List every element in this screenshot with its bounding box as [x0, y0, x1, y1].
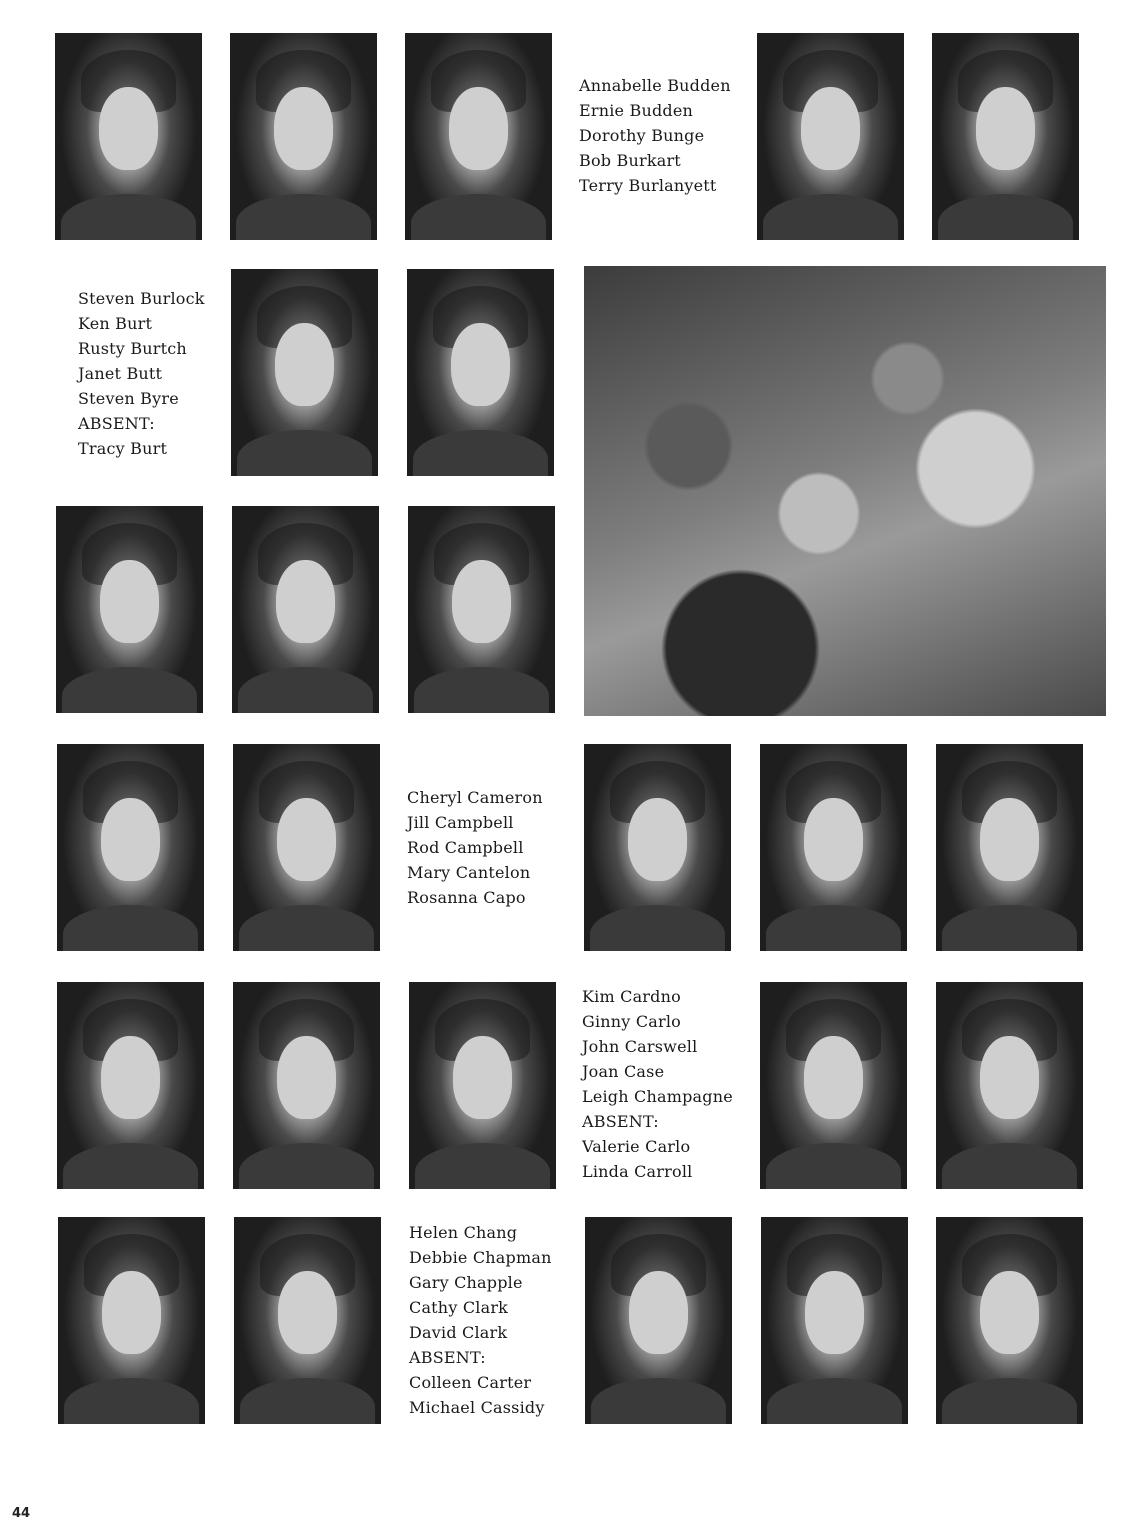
portrait-photo [56, 506, 203, 713]
page-number: 44 [12, 1506, 31, 1521]
portrait-photo [760, 744, 907, 951]
student-name: Linda Carroll [582, 1162, 693, 1181]
student-name: Janet Butt [78, 364, 163, 383]
student-name: Annabelle Budden [579, 76, 731, 95]
student-name: John Carswell [582, 1037, 698, 1056]
student-name: Steven Burlock [78, 289, 205, 308]
portrait-photo [585, 1217, 732, 1424]
portrait-photo [936, 744, 1083, 951]
student-name: Colleen Carter [409, 1373, 532, 1392]
portrait-photo [761, 1217, 908, 1424]
portrait-photo [55, 33, 202, 240]
student-name: Steven Byre [78, 389, 179, 408]
student-name: Mary Cantelon [407, 863, 531, 882]
portrait-photo [57, 744, 204, 951]
portrait-photo [409, 982, 556, 1189]
student-name: Kim Cardno [582, 987, 681, 1006]
portrait-photo [230, 33, 377, 240]
name-list-block-3 [407, 785, 543, 910]
student-name: Gary Chapple [409, 1273, 523, 1292]
portrait-photo [584, 744, 731, 951]
name-list-block-1 [579, 73, 731, 198]
student-name: Cheryl Cameron [407, 788, 543, 807]
portrait-photo [232, 506, 379, 713]
name-list-block-2 [78, 286, 205, 461]
student-name: Valerie Carlo [582, 1137, 691, 1156]
portrait-photo [405, 33, 552, 240]
student-name: Rod Campbell [407, 838, 524, 857]
portrait-photo [234, 1217, 381, 1424]
student-name: Rosanna Capo [407, 888, 526, 907]
portrait-photo [58, 1217, 205, 1424]
student-name: Cathy Clark [409, 1298, 509, 1317]
portrait-photo [757, 33, 904, 240]
portrait-photo [936, 982, 1083, 1189]
portrait-photo [57, 982, 204, 1189]
absent-label: ABSENT: [409, 1348, 486, 1367]
student-name: David Clark [409, 1323, 508, 1342]
student-name: Leigh Champagne [582, 1087, 733, 1106]
student-name: Michael Cassidy [409, 1398, 545, 1417]
portrait-photo [932, 33, 1079, 240]
student-name: Joan Case [582, 1062, 665, 1081]
student-name: Dorothy Bunge [579, 126, 705, 145]
student-name: Jill Campbell [407, 813, 514, 832]
student-name: Debbie Chapman [409, 1248, 552, 1267]
name-list-block-4 [582, 984, 733, 1184]
student-name: Helen Chang [409, 1223, 518, 1242]
absent-label: ABSENT: [582, 1112, 659, 1131]
student-name: Bob Burkart [579, 151, 681, 170]
student-name: Tracy Burt [78, 439, 168, 458]
portrait-photo [936, 1217, 1083, 1424]
portrait-photo [760, 982, 907, 1189]
student-name: Terry Burlanyett [579, 176, 717, 195]
portrait-photo [408, 506, 555, 713]
portrait-photo [233, 744, 380, 951]
portrait-photo [233, 982, 380, 1189]
absent-label: ABSENT: [78, 414, 155, 433]
name-list-block-5 [409, 1220, 552, 1420]
student-name: Rusty Burtch [78, 339, 187, 358]
portrait-photo [231, 269, 378, 476]
student-name: Ginny Carlo [582, 1012, 682, 1031]
candid-group-photo [584, 266, 1106, 716]
student-name: Ernie Budden [579, 101, 694, 120]
portrait-photo [407, 269, 554, 476]
student-name: Ken Burt [78, 314, 153, 333]
